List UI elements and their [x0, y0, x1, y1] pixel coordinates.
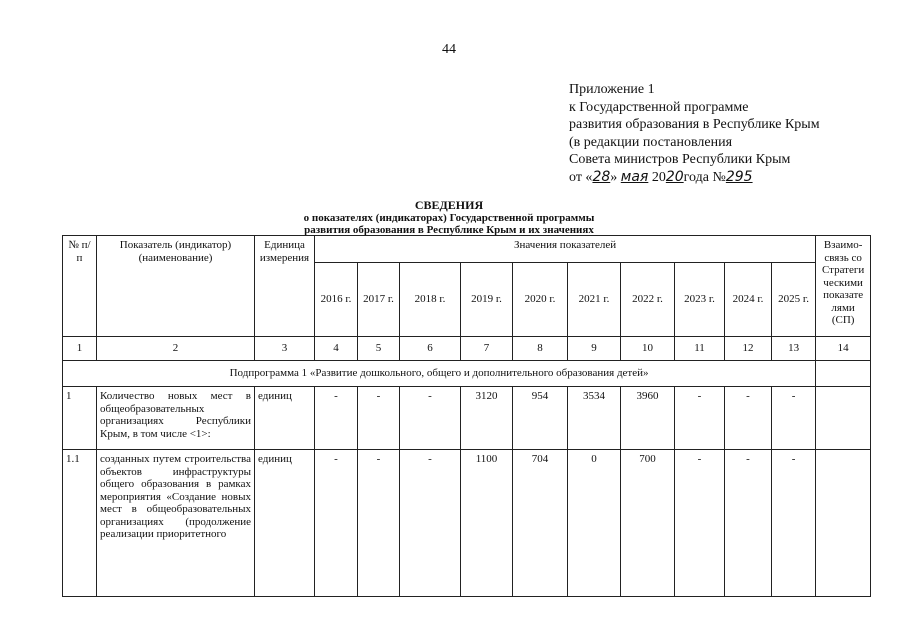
year-word: года №: [683, 169, 726, 185]
column-number: 10: [621, 337, 675, 361]
document-heading: [0, 199, 898, 237]
row-value: -: [315, 450, 358, 597]
row-value: 3534: [568, 387, 621, 450]
subprogram-title: Подпрограмма 1 «Развитие дошкольного, общего и дополнительного образования детей»: [63, 361, 816, 387]
appendix-line: развития образования в Республике Крым: [569, 117, 820, 132]
heading-title: СВЕДЕНИЯ: [414, 198, 484, 212]
row-value: 700: [621, 450, 675, 597]
row-value: 954: [513, 387, 568, 450]
row-value: -: [358, 387, 400, 450]
row-strategic-link: [816, 387, 871, 450]
handwritten-day: 28: [592, 168, 611, 185]
row-num: 1.1: [63, 450, 97, 597]
row-value: -: [358, 450, 400, 597]
subprogram-link-cell: [816, 361, 871, 387]
row-value: -: [725, 450, 772, 597]
row-value: -: [675, 450, 725, 597]
row-value: 704: [513, 450, 568, 597]
appendix-line: Совета министров Республики Крым: [569, 152, 791, 167]
column-number: 8: [513, 337, 568, 361]
row-value: -: [675, 387, 725, 450]
column-number: 5: [358, 337, 400, 361]
column-number: 2: [97, 337, 255, 361]
appendix-line: к Государственной программе: [569, 99, 749, 115]
row-value: -: [400, 450, 461, 597]
header-unit: Единица измерения: [255, 236, 315, 337]
header-year: 2025 г.: [772, 263, 816, 337]
header-indicator: Показатель (индикатор) (наименование): [97, 236, 255, 337]
row-value: 1100: [461, 450, 513, 597]
header-num: № п/п: [63, 236, 97, 337]
subprogram-row: [63, 361, 871, 387]
column-number: 9: [568, 337, 621, 361]
header-strategic-link: Взаимо-связь со Стратеги ческими показате лями (СП): [816, 236, 871, 337]
header-year: 2024 г.: [725, 263, 772, 337]
column-number: 6: [400, 337, 461, 361]
column-number-row: [63, 337, 871, 361]
row-value: 0: [568, 450, 621, 597]
date-prefix: от «: [569, 169, 593, 185]
handwritten-year: 20: [665, 168, 684, 185]
handwritten-month: мая: [620, 168, 649, 185]
header-year: 2016 г.: [315, 263, 358, 337]
row-unit: единиц: [255, 450, 315, 597]
row-indicator-name: созданных путем строительства объектов инфраструктуры общего образования в рамках мероприятия «Создание новых мест в общеобразовательных организациях (продолжение реализации приоритетного: [97, 450, 255, 597]
header-year: 2022 г.: [621, 263, 675, 337]
column-number: 13: [772, 337, 816, 361]
appendix-line: (в редакции постановления: [569, 134, 733, 150]
header-year: 2023 г.: [675, 263, 725, 337]
date-mid: »: [610, 169, 621, 185]
row-value: -: [772, 450, 816, 597]
column-number: 4: [315, 337, 358, 361]
row-value: -: [772, 387, 816, 450]
header-year: 2018 г.: [400, 263, 461, 337]
page-number: 44: [442, 42, 456, 57]
row-value: 3960: [621, 387, 675, 450]
appendix-block: [569, 81, 820, 186]
table-row: [63, 387, 871, 450]
column-number: 14: [816, 337, 871, 361]
header-year: 2021 г.: [568, 263, 621, 337]
row-value: -: [725, 387, 772, 450]
row-unit: единиц: [255, 387, 315, 450]
appendix-line: Приложение 1: [569, 82, 655, 97]
header-year: 2017 г.: [358, 263, 400, 337]
row-num: 1: [63, 387, 97, 450]
column-number: 11: [675, 337, 725, 361]
heading-line-1: о показателях (индикаторах) Государственной программы: [303, 211, 595, 224]
indicators-table: [62, 235, 871, 597]
resolution-date-line: [569, 169, 820, 187]
column-number: 12: [725, 337, 772, 361]
row-value: -: [400, 387, 461, 450]
row-indicator-name: Количество новых мест в общеобразовательных организациях Республики Крым, в том числе <1>:: [97, 387, 255, 450]
column-number: 1: [63, 337, 97, 361]
row-value: 3120: [461, 387, 513, 450]
year-prefix: 20: [648, 169, 666, 185]
heading-line-2: развития образования в Республике Крым и их значениях: [304, 224, 594, 236]
row-strategic-link: [816, 450, 871, 597]
handwritten-number: 295: [725, 168, 753, 185]
header-year: 2020 г.: [513, 263, 568, 337]
header-values: Значения показателей: [315, 236, 816, 263]
column-number: 3: [255, 337, 315, 361]
column-number: 7: [461, 337, 513, 361]
header-year: 2019 г.: [461, 263, 513, 337]
row-value: -: [315, 387, 358, 450]
table-row: [63, 450, 871, 597]
